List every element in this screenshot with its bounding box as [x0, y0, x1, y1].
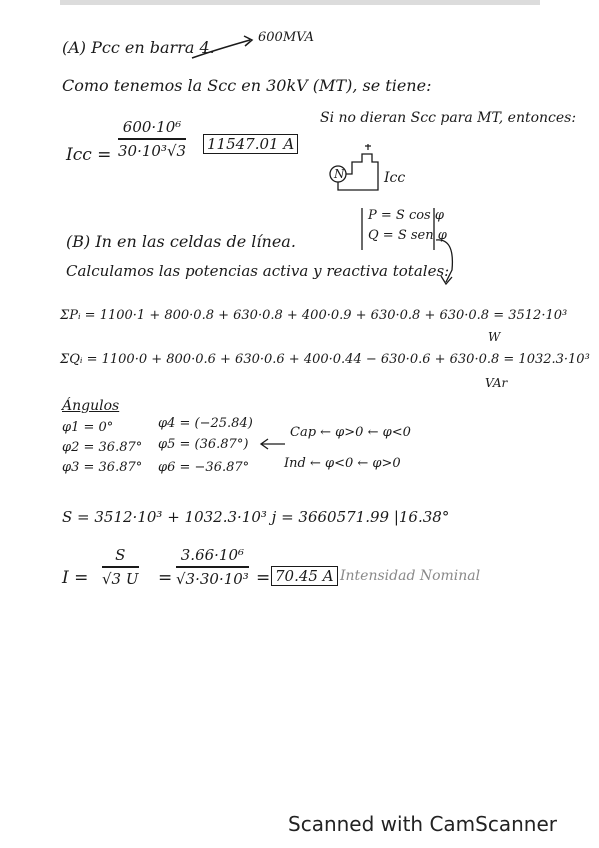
i-lhs: I = — [62, 568, 89, 588]
angle-4: φ4 = (−25.84) — [158, 416, 253, 431]
circuit-icc-label: Icc — [384, 170, 406, 186]
i-fraction-1 — [102, 546, 139, 588]
cap-rule: Cap ← φ>0 ← φ<0 — [290, 425, 411, 440]
i-numerator-1: S — [115, 546, 126, 564]
mva-note: 600MVA — [258, 30, 315, 45]
section-b-title: (B) In en las celdas de línea. — [66, 232, 296, 251]
sum-q-unit: VAr — [485, 376, 508, 390]
angle-3: φ3 = 36.87° — [62, 460, 143, 475]
i-denominator-1: √3 U — [102, 569, 139, 588]
icc-result: 11547.01 A — [203, 134, 298, 154]
section-a-title: (A) Pcc en barra 4. — [62, 38, 215, 57]
i-denominator-2: √3·30·10³ — [176, 569, 249, 588]
angle-1: φ1 = 0° — [62, 420, 114, 435]
angle-2: φ2 = 36.87° — [62, 440, 143, 455]
icc-lhs: Icc = — [66, 145, 112, 165]
i-numerator-2: 3.66·10⁶ — [180, 546, 245, 564]
equals-1: = — [158, 568, 173, 588]
circuit-source: N — [334, 167, 345, 181]
formula-q: Q = S sen φ — [368, 228, 447, 243]
section-b-line2: Calculamos las potencias activa y reactiva totales: — [66, 262, 450, 280]
section-a-line2: Como tenemos la Scc en 30kV (MT), se tiene: — [62, 76, 432, 95]
angles-title: Ángulos — [62, 398, 120, 414]
sum-p: ΣPᵢ = 1100·1 + 800·0.8 + 630·0.8 + 400·0.9 + 630·0.8 + 630·0.8 = 3512·10³ — [60, 308, 568, 323]
angle-5: φ5 = (36.87°) — [158, 437, 249, 452]
sum-q: ΣQᵢ = 1100·0 + 800·0.6 + 630·0.6 + 400·0.44 − 630·0.6 + 630·0.8 = 1032.3·10³ — [60, 352, 590, 367]
sum-p-unit: W — [488, 330, 501, 344]
s-complex-line: S = 3512·10³ + 1032.3·10³ j = 3660571.99 |16.38° — [62, 508, 450, 526]
angle-6: φ6 = −36.87° — [158, 460, 250, 475]
i-note: Intensidad Nominal — [340, 568, 481, 584]
equals-2: = — [256, 568, 271, 588]
side-note: Si no dieran Scc para MT, entonces: — [320, 110, 577, 126]
icc-numerator: 600·10⁶ — [122, 118, 182, 136]
scanner-watermark: Scanned with CamScanner — [288, 812, 557, 836]
icc-denominator: 30·10³√3 — [118, 141, 187, 160]
formula-p: P = S cos φ — [368, 208, 444, 223]
i-fraction-2 — [176, 546, 249, 588]
ind-rule: Ind ← φ<0 ← φ>0 — [284, 456, 401, 471]
i-result: 70.45 A — [271, 566, 338, 586]
